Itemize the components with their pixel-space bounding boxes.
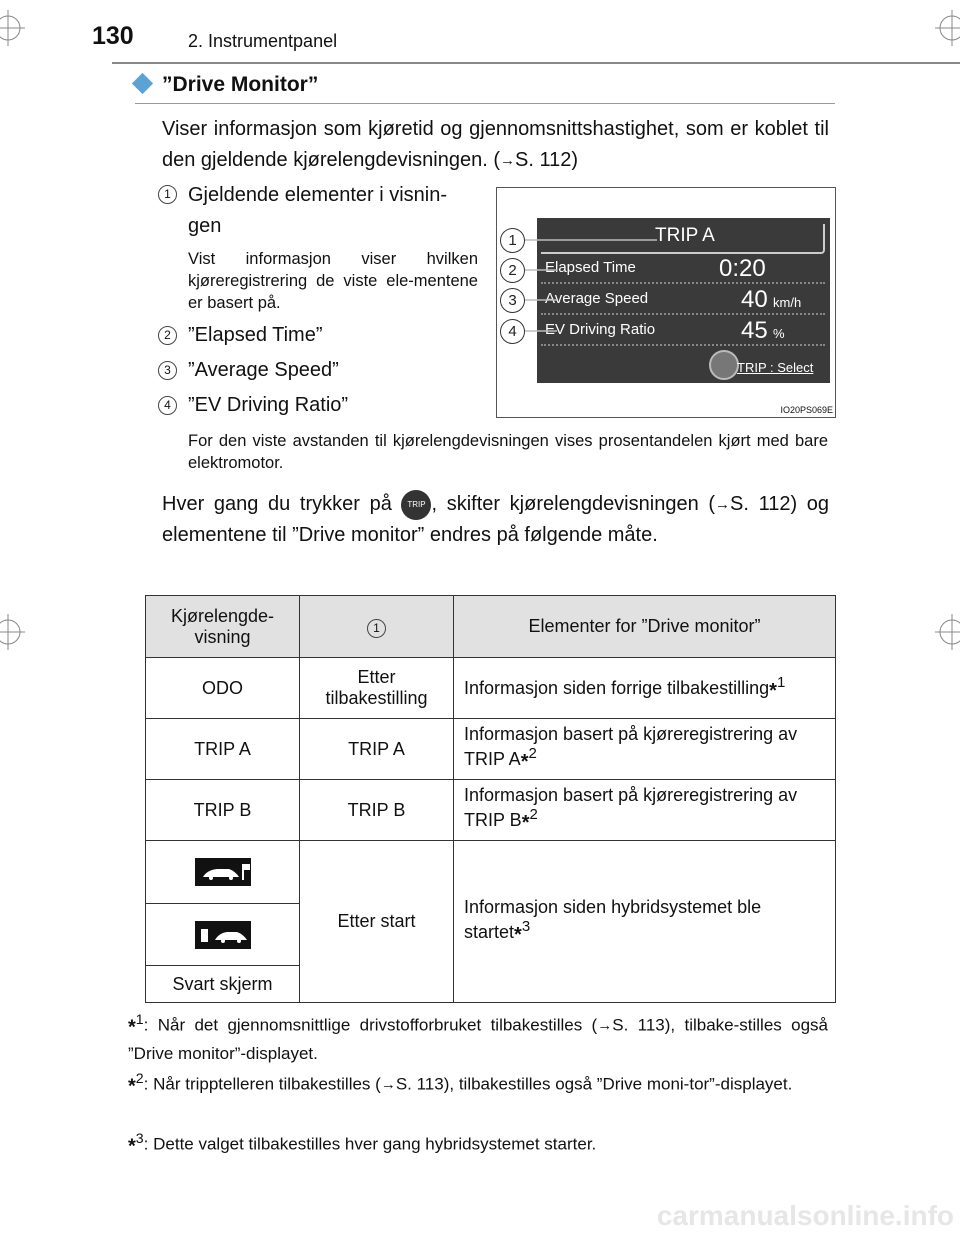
callout-lines — [497, 188, 835, 417]
arrow-icon: → — [597, 1016, 613, 1034]
arrow-icon: → — [715, 496, 731, 513]
callout-4: 4 — [500, 319, 525, 344]
page-number: 130 — [92, 22, 134, 50]
drive-monitor-table — [145, 595, 836, 1003]
table-header: Elementer for ”Drive monitor” — [454, 596, 836, 658]
callout-1: 1 — [500, 228, 525, 253]
car-trip-icon — [195, 858, 251, 886]
press-ref-link[interactable]: S. 112) og elementene til ”Drive monitor” endres på følgende måte. — [162, 493, 830, 546]
item-label-3: ”Average Speed” — [188, 359, 339, 381]
drive-monitor-figure — [496, 187, 836, 418]
row-value-speed: 40 — [741, 286, 768, 313]
table-row: TRIP B TRIP B Informasjon basert på kjøreregistrering av TRIP B*$^2$ — [146, 780, 836, 841]
trip-select-label: TRIP : Select — [737, 360, 814, 375]
arrow-icon: → — [380, 1075, 396, 1093]
footnote-1: *$^1$: Når det gjennomsnittlige drivstofforbruket tilbakestilles (→S. 113), tilbake-stilles også ”Drive monitor”-displayet. — [128, 1012, 828, 1063]
chapter-title: 2. Instrumentpanel — [188, 31, 338, 51]
row-value-ev: 45 — [741, 317, 768, 344]
table-row: Svart skjerm — [146, 966, 836, 1003]
table-row: TRIP A TRIP A Informasjon basert på kjøreregistrering av TRIP A*$^2$ — [146, 719, 836, 780]
trip-button-icon: TRIP — [401, 490, 431, 520]
figure-id: IO20PS069E — [780, 405, 833, 415]
section-title: ”Drive Monitor” — [162, 73, 319, 96]
item-number-2: 2 — [158, 326, 177, 345]
item-1-note: Vist informasjon viser hvilken kjøreregistrering de viste ele-mentene er basert på. — [188, 250, 478, 312]
fuel-car-icon — [195, 921, 251, 949]
row-unit-ev: % — [773, 326, 785, 341]
item-4-note: For den viste avstanden til kjørelengdevisningen vises prosentandelen kjørt med bare elektromotor. — [188, 432, 828, 472]
callout-3: 3 — [500, 288, 525, 313]
press-paragraph: Hver gang du trykker på TRIP , skifter kjørelengdevisningen (→S. 112) og elementene til ”Drive monitor” endres på følgende måte. — [162, 489, 829, 551]
trip-title: TRIP A — [655, 225, 715, 246]
footnote-2: *$^2$: Når tripptelleren tilbakestilles (→S. 113), tilbakestilles også ”Drive moni-tor”-displayet. — [128, 1071, 793, 1098]
table-header: 1 — [300, 596, 454, 658]
item-label-4: ”EV Driving Ratio” — [188, 394, 349, 416]
row-unit-speed: km/h — [773, 295, 802, 310]
arrow-icon: → — [500, 152, 516, 169]
watermark: carmanualsonline.info — [656, 1200, 954, 1231]
header-rule — [112, 62, 960, 64]
item-label-1: Gjeldende elementer i visnin-gen — [188, 184, 448, 237]
row-label-speed: Average Speed — [545, 290, 649, 307]
item-number-4: 4 — [158, 396, 177, 415]
item-number-1: 1 — [158, 185, 177, 204]
row-label-elapsed: Elapsed Time — [545, 259, 636, 276]
table-header: Kjørelengde-visning — [146, 596, 300, 658]
footnote-3: *$^3$: Dette valget tilbakestilles hver gang hybridsystemet starter. — [128, 1131, 597, 1158]
section-rule — [135, 103, 835, 104]
row-label-ev: EV Driving Ratio — [545, 321, 656, 338]
item-number-3: 3 — [158, 361, 177, 380]
callout-2: 2 — [500, 258, 525, 283]
intro-ref-link[interactable]: S. 112) — [515, 149, 579, 171]
table-row: ODO Etter tilbakestilling Informasjon siden forrige tilbakestilling*$^1$ — [146, 658, 836, 719]
table-row: Etter start Informasjon siden hybridsystemet ble startet*$^3$ — [146, 841, 836, 904]
intro-paragraph: Viser informasjon som kjøretid og gjennomsnittshastighet, som er koblet til den gjeldende kjørelengdevisningen. (→S. 112) — [162, 114, 829, 176]
item-label-2: ”Elapsed Time” — [188, 324, 323, 346]
row-value-elapsed: 0:20 — [719, 255, 766, 282]
